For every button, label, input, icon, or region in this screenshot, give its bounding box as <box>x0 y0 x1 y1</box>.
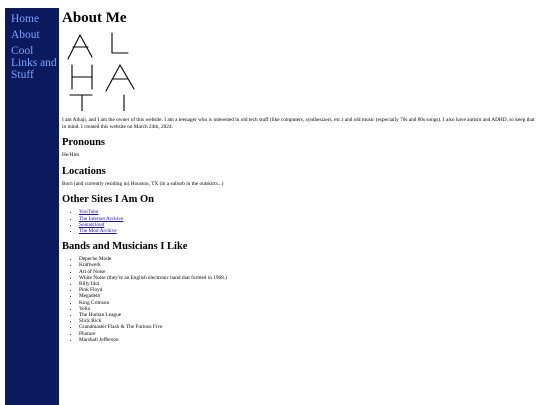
nav-cool-links-link[interactable]: Cool Links and Stuff <box>11 45 57 81</box>
list-item: • Marshall Jefferson <box>79 337 536 343</box>
other-sites-heading: Other Sites I Am On <box>62 194 154 206</box>
mod-archive-link[interactable]: The Mod Archive <box>79 227 117 234</box>
list-item: • Pink Floyd <box>79 287 536 293</box>
locations-heading: Locations <box>62 165 106 177</box>
page-title: About Me <box>62 10 127 26</box>
list-item: • King Crimson <box>79 300 536 306</box>
pronouns-text: He/Him <box>62 152 80 159</box>
locations-text: Born (and currently residing in) Houston, TX (in a suburb in the outskirts...) <box>62 180 224 187</box>
sidebar-nav <box>5 8 59 405</box>
bands-list <box>62 256 536 343</box>
main-content <box>62 8 536 346</box>
handwritten-logo <box>64 31 144 111</box>
list-item: • The Human League <box>79 312 536 318</box>
list-item: • Art of Noise <box>79 269 536 275</box>
list-item: • White Noise (they're an English electronic band that formed in 1968.) <box>79 275 536 281</box>
list-item: • Billy Idol <box>79 281 536 287</box>
nav-about-link[interactable]: About <box>11 29 40 41</box>
list-item: • Kraftwerk <box>79 262 536 268</box>
soundcloud-link[interactable]: Soundcloud <box>79 221 105 228</box>
youtube-link[interactable]: YouTube <box>79 209 99 216</box>
nav-home-link[interactable]: Home <box>11 13 40 25</box>
bands-heading: Bands and Musicians I Like <box>62 241 188 253</box>
pronouns-heading: Pronouns <box>62 137 105 149</box>
list-item: • Grandmaster Flash & The Furious Five <box>79 324 536 330</box>
list-item: • Slick Rick <box>79 318 536 324</box>
intro-paragraph: I am Alhaji, and I am the owner of this website. I am a teenager who is interested in old tech stuff (like computers, synthesizers, etc.) and old music (especially 70s and 80s songs). I also have autism and ADHD, so keep that in mind. I created this website on March 24th, 2024. <box>62 117 535 130</box>
list-item: • Yello <box>79 306 536 312</box>
list-item: • Phuture <box>79 331 536 337</box>
list-item: • Megadeth <box>79 293 536 299</box>
other-sites-list <box>62 209 536 234</box>
internet-archive-link[interactable]: The Internet Archive <box>79 215 124 222</box>
list-item <box>79 228 536 234</box>
list-item: • Depeche Mode <box>79 256 536 262</box>
